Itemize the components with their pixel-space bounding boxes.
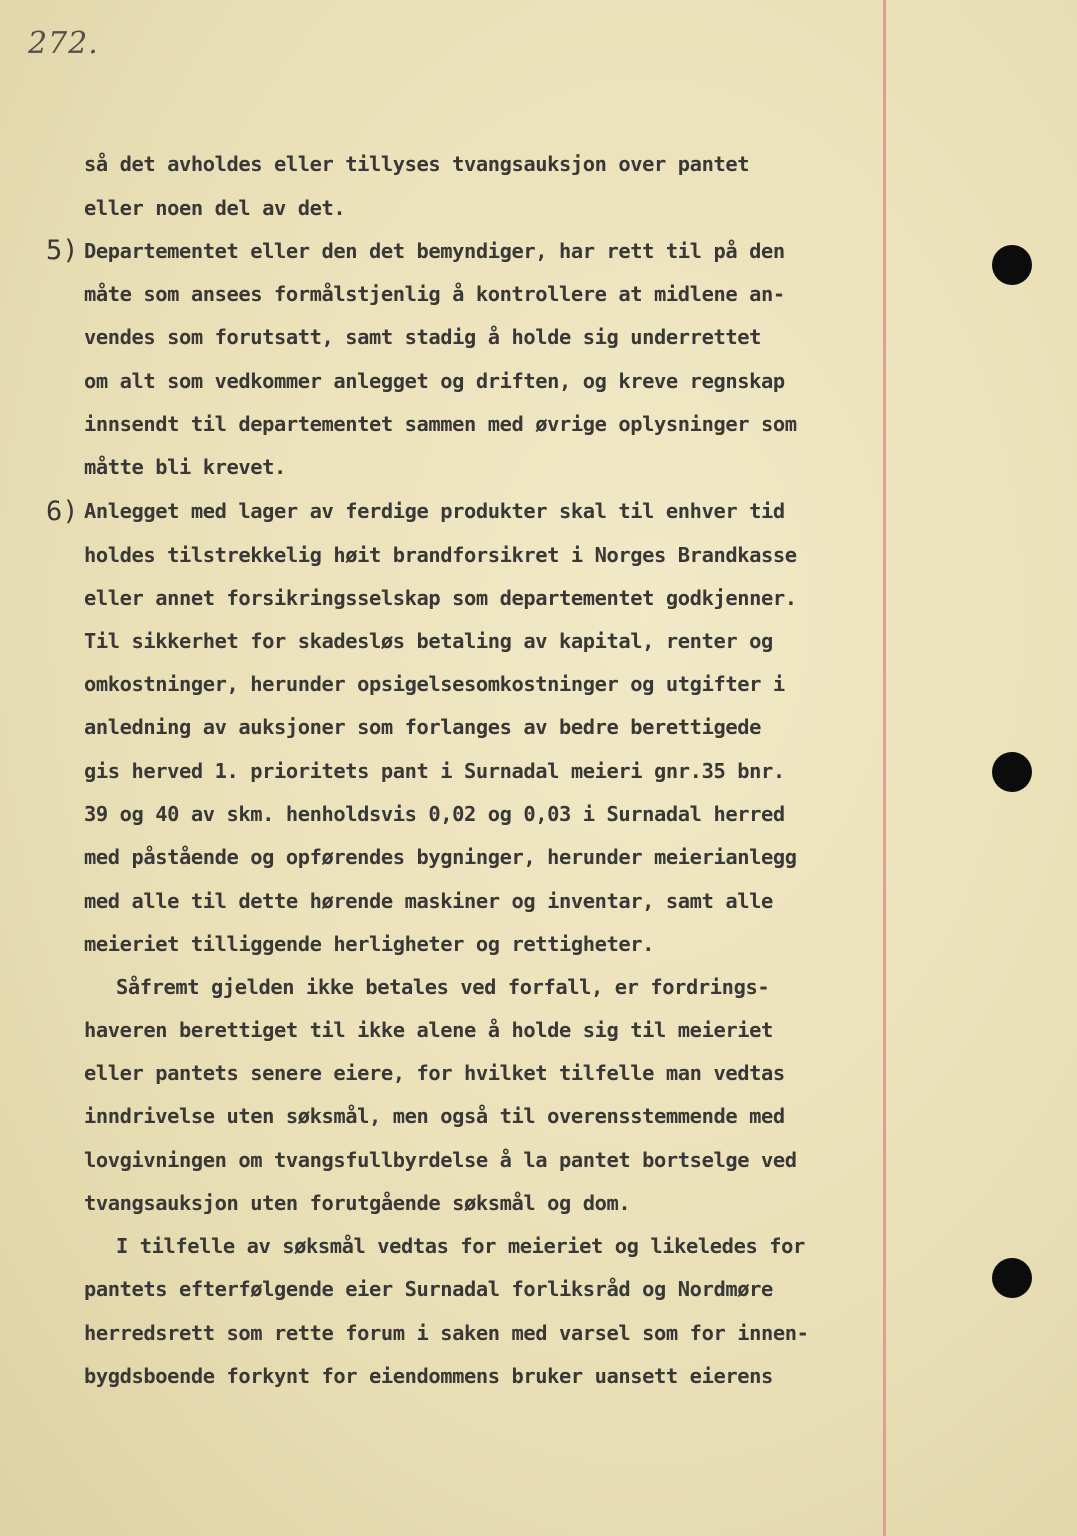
text-line: 39 og 40 av skm. henholdsvis 0,02 og 0,03 i Surnadal herred [84,802,785,826]
text-line: eller noen del av det. [84,196,346,220]
text-line: pantets efterfølgende eier Surnadal forliksråd og Nordmøre [84,1277,773,1301]
text-line: herredsrett som rette forum i saken med varsel som for innen- [84,1321,809,1345]
text-line: inndrivelse uten søksmål, men også til overensstemmende med [84,1104,785,1128]
text-line: tvangsauksjon uten forutgående søksmål og dom. [84,1191,631,1215]
text-line: eller pantets senere eiere, for hvilket tilfelle man vedtas [84,1061,785,1085]
text-line: Anlegget med lager av ferdige produkter skal til enhver tid [84,499,785,523]
text-line: omkostninger, herunder opsigelsesomkostninger og utgifter i [84,672,785,696]
text-line: innsendt til departementet sammen med øvrige oplysninger som [84,412,797,436]
text-line: med påstående og opførendes bygninger, herunder meierianlegg [84,845,797,869]
text-line: lovgivningen om tvangsfullbyrdelse å la pantet bortselge ved [84,1148,797,1172]
text-line: med alle til dette hørende maskiner og inventar, samt alle [84,889,773,913]
text-line: Departementet eller den det bemyndiger, har rett til på den [84,239,785,263]
text-line: måtte bli krevet. [84,455,286,479]
text-line: haveren berettiget til ikke alene å holde sig til meieriet [84,1018,773,1042]
text-line: om alt som vedkommer anlegget og driften, og kreve regnskap [84,369,785,393]
item-number: 5) [46,235,79,266]
text-line: anledning av auksjoner som forlanges av bedre berettigede [84,715,761,739]
text-line: måte som ansees formålstjenlig å kontrollere at midlene an- [84,282,785,306]
text-line: gis herved 1. prioritets pant i Surnadal meieri gnr.35 bnr. [84,759,785,783]
text-line: meieriet tilliggende herligheter og rettigheter. [84,932,655,956]
text-line: bygdsboende forkynt for eiendommens bruker uansett eierens [84,1364,773,1388]
punch-hole-icon [992,245,1032,285]
punch-hole-icon [992,1258,1032,1298]
punch-hole-icon [992,752,1032,792]
text-line: holdes tilstrekkelig høit brandforsikret i Norges Brandkasse [84,543,797,567]
text-line: så det avholdes eller tillyses tvangsauksjon over pantet [84,152,750,176]
text-line: eller annet forsikringsselskap som departementet godkjenner. [84,586,797,610]
text-line: vendes som forutsatt, samt stadig å holde sig underrettet [84,325,761,349]
text-line: Til sikkerhet for skadesløs betaling av kapital, renter og [84,629,773,653]
page-number: 272. [28,26,99,61]
margin-line [883,0,886,1536]
item-number: 6) [46,496,79,527]
text-line: Såfremt gjelden ikke betales ved forfall, er fordrings- [116,975,770,999]
text-line: I tilfelle av søksmål vedtas for meieriet og likeledes for [116,1234,805,1258]
